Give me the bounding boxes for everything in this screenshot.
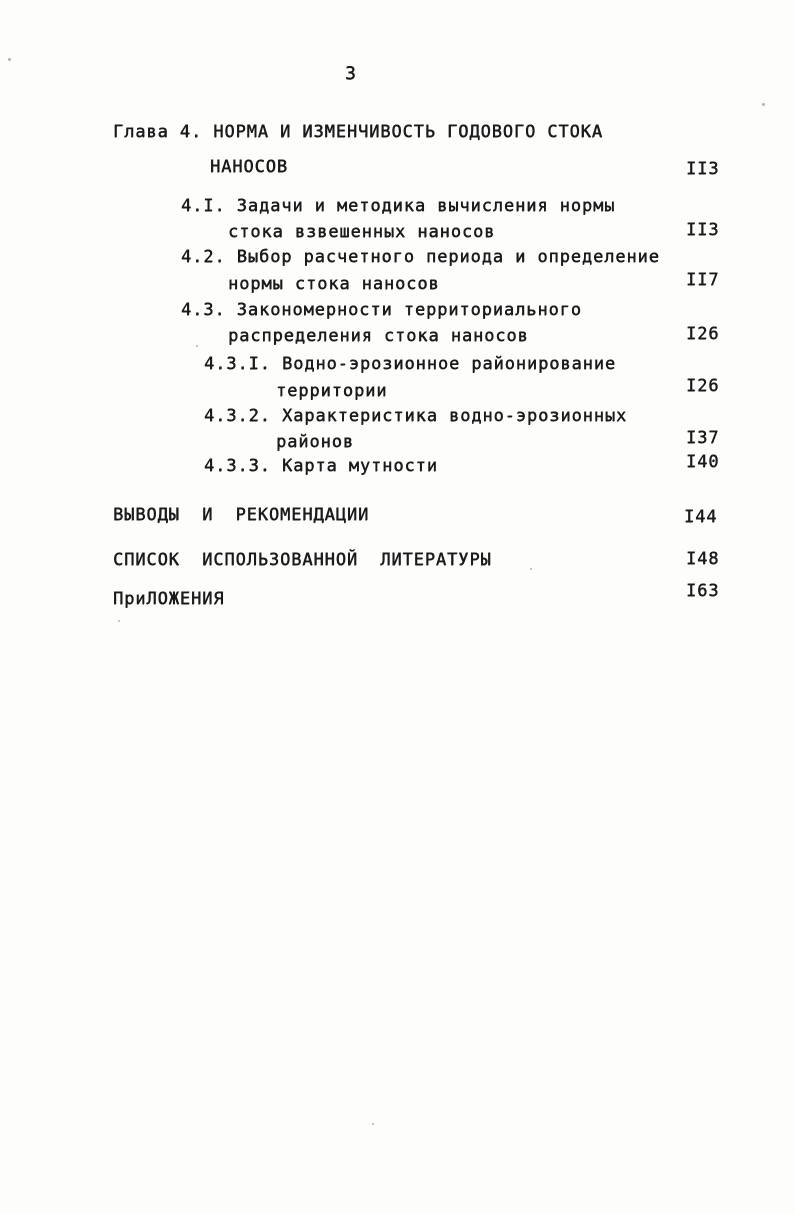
scan-speck <box>8 58 11 61</box>
scan-speck <box>372 1123 374 1125</box>
scan-speck <box>196 345 198 347</box>
toc-backmatter-title: ВЫВОДЫ И РЕКОМЕНДАЦИИ <box>113 505 370 525</box>
toc-entry-line: 4.3. Закономерности территориального <box>181 300 582 320</box>
toc-backmatter-title: СПИСОК ИСПОЛЬЗОВАННОЙ ЛИТЕРАТУРЫ <box>113 550 492 570</box>
toc-entry-line: 4.3.I. Водно-эрозионное районирование <box>204 354 616 374</box>
toc-page-ref: II3 <box>686 220 720 240</box>
page-number: 3 <box>345 63 356 84</box>
scan-speck <box>530 568 532 570</box>
toc-entry-line: 4.3.2. Характеристика водно-эрозионных <box>204 406 628 426</box>
toc-page-ref: I44 <box>684 507 718 527</box>
toc-page-ref: I63 <box>686 581 720 601</box>
toc-entry-line: нормы стока наносов <box>228 274 440 294</box>
scan-speck <box>762 103 765 106</box>
toc-backmatter-title: ПриЛОЖЕНИЯ <box>113 589 225 609</box>
toc-chapter-title-line1: Глава 4. НОРМА И ИЗМЕНЧИВОСТЬ ГОДОВОГО СТОКА <box>113 122 603 142</box>
toc-chapter-title-line2: НАНОСОВ <box>210 157 288 177</box>
toc-entry-line: распределения стока наносов <box>228 326 529 346</box>
toc-page-ref: I26 <box>686 376 720 396</box>
toc-page-ref: I40 <box>686 452 720 472</box>
toc-entry-line: 4.3.3. Карта мутности <box>204 456 438 476</box>
toc-entry-line: 4.2. Выбор расчетного периода и определение <box>181 247 660 267</box>
toc-page-ref: II7 <box>686 270 720 290</box>
scan-speck <box>118 620 120 622</box>
toc-entry-line: районов <box>276 432 354 452</box>
toc-entry-line: 4.I. Задачи и методика вычисления нормы <box>181 196 616 216</box>
toc-page-ref: I26 <box>686 324 720 344</box>
toc-page-ref: I37 <box>686 428 720 448</box>
toc-page-ref: II3 <box>686 159 720 179</box>
toc-page-ref: I48 <box>686 549 720 569</box>
toc-entry-line: стока взвешенных наносов <box>228 222 496 242</box>
toc-entry-line: территории <box>276 381 388 401</box>
